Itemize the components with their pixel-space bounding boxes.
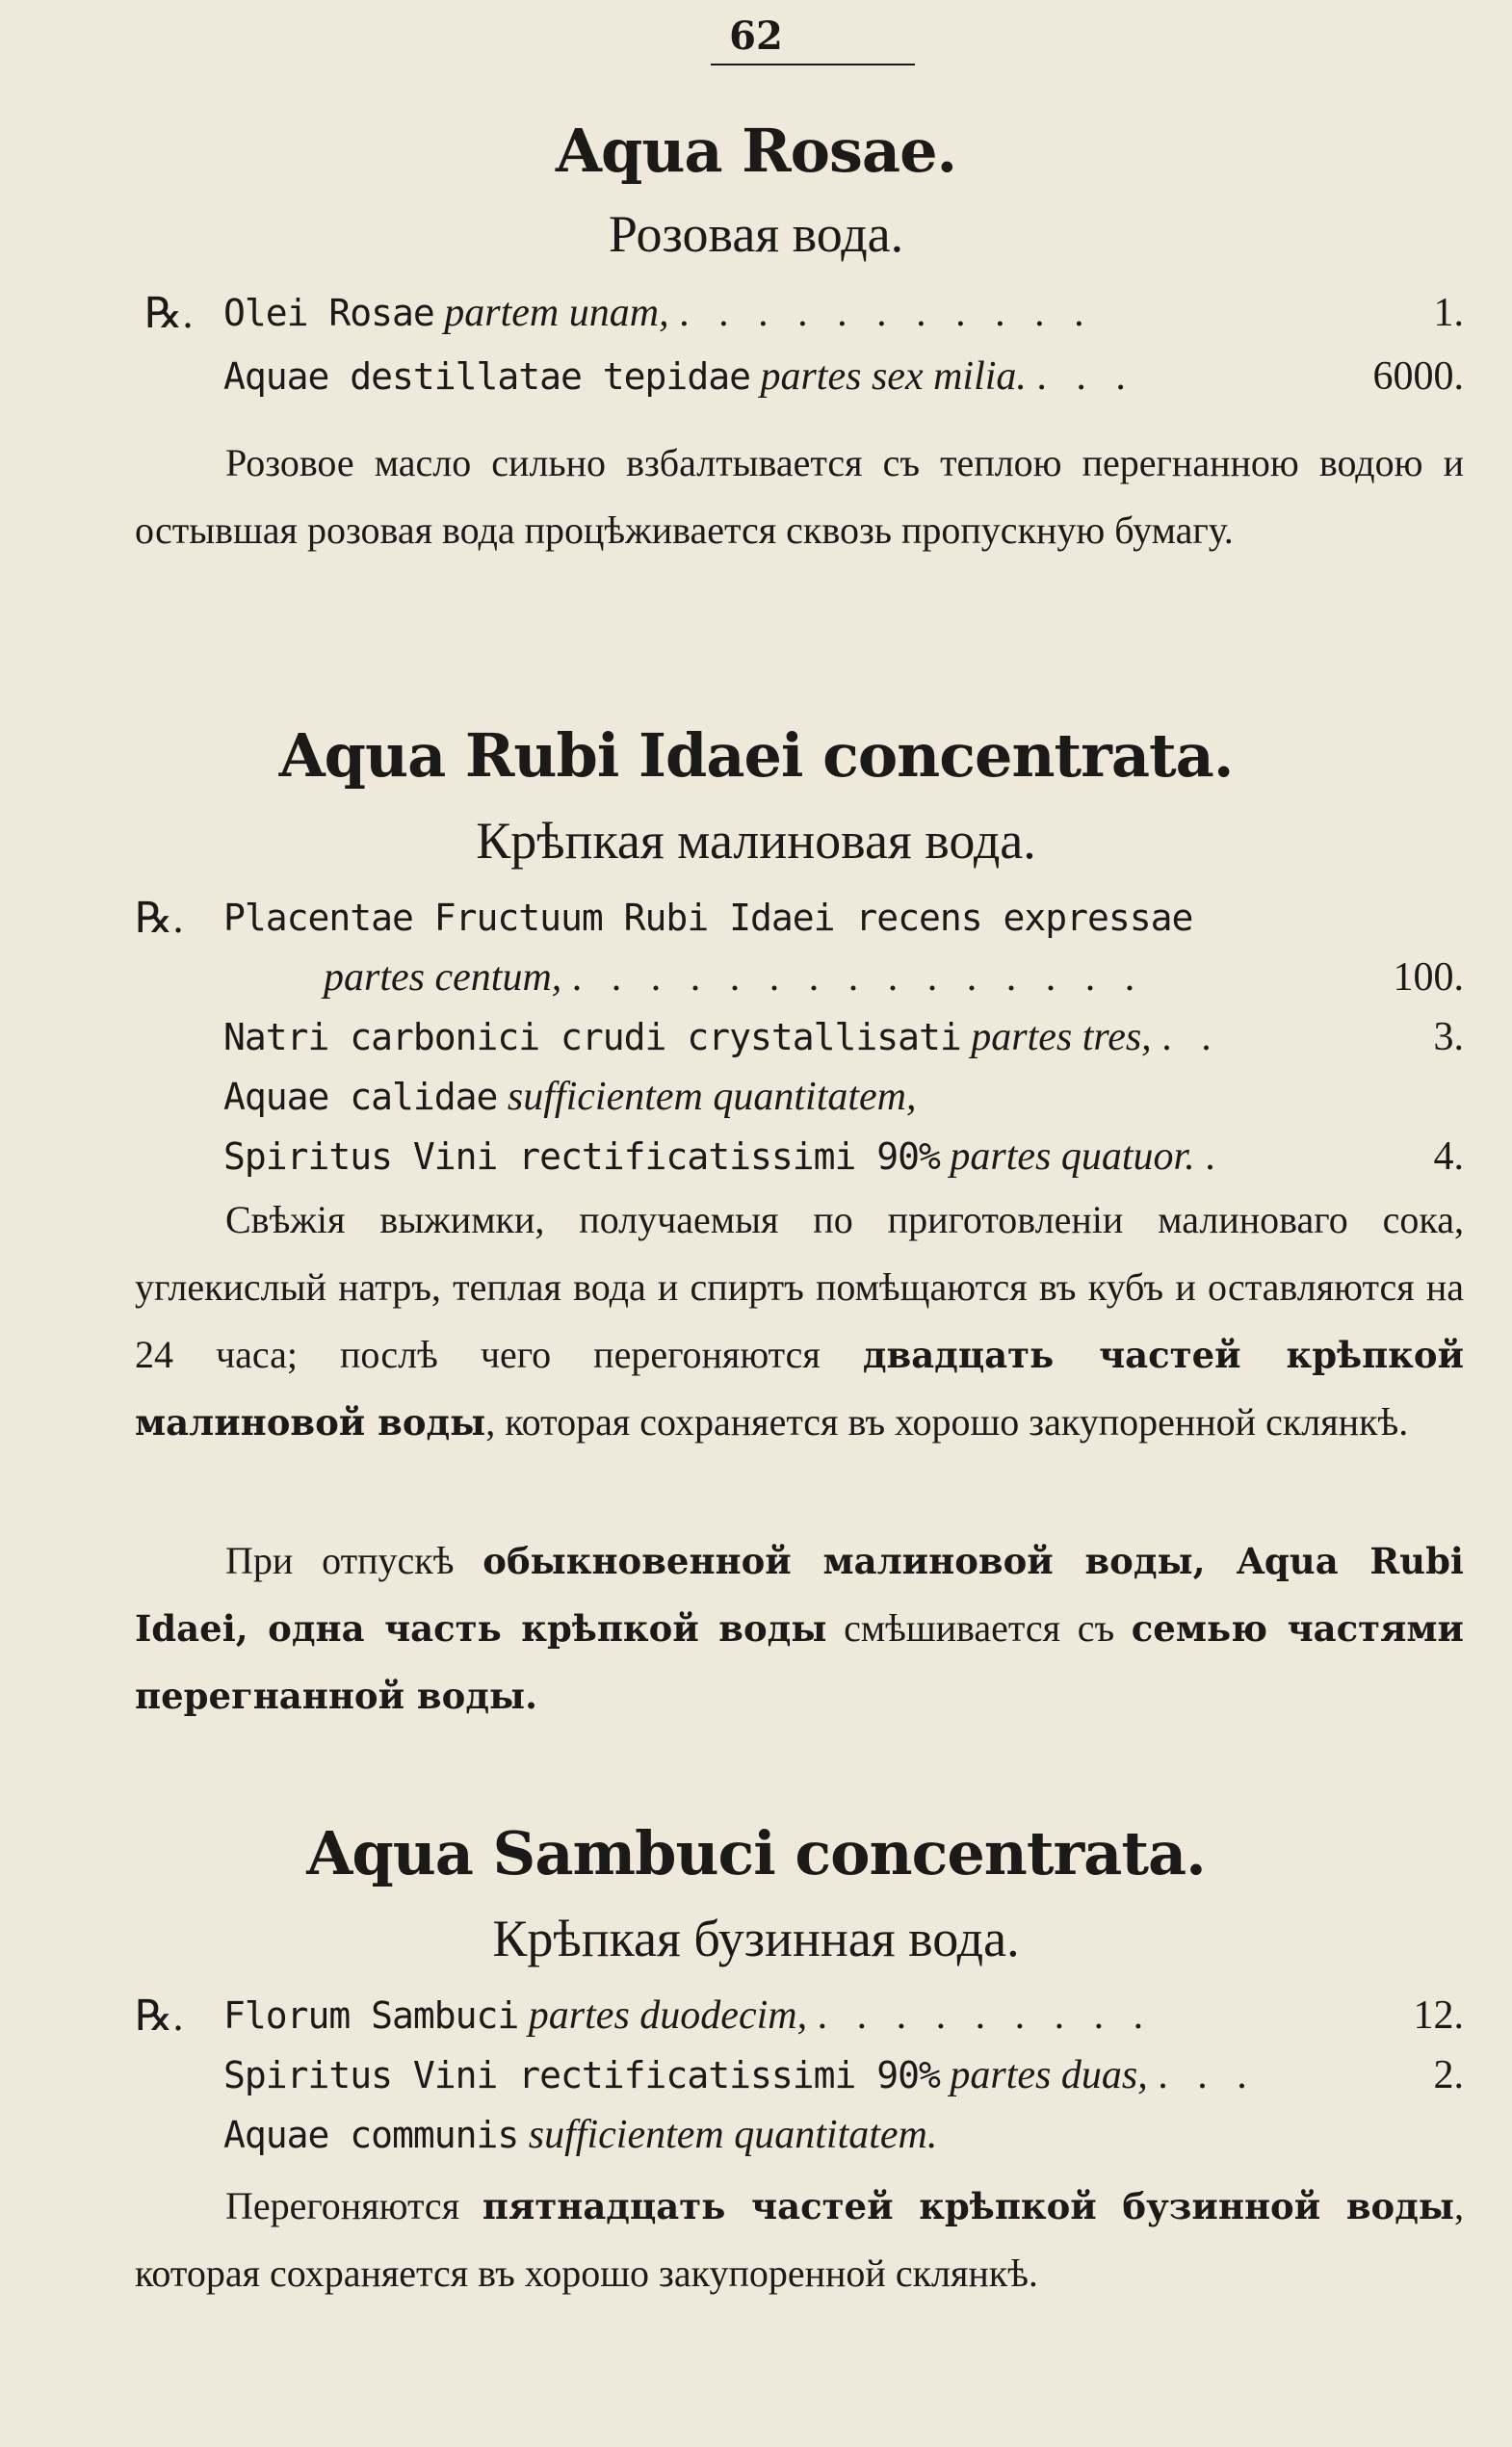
ingredient-amount: 6000. <box>1372 354 1464 399</box>
ingredient-quantity: sufficientem quantitatem. <box>528 2113 938 2157</box>
paragraph-text: смѣшивается съ <box>826 1606 1132 1650</box>
ingredient-name: Olei Rosae <box>223 292 434 334</box>
section-subtitle-wrap <box>0 809 1512 874</box>
paragraph-text: Розовое масло сильно взбалтывается съ теплою перегнанною водою и остывшая розовая вода процѣживается сквозь пропускную бумагу. <box>135 441 1464 552</box>
section-aqua-rubi-idaei <box>0 720 1512 792</box>
section-subtitle-wrap <box>0 202 1512 268</box>
leader-dots: . . . . . . . . . . . <box>679 291 1094 335</box>
ingredient-quantity: partem unam, <box>444 291 669 335</box>
ingredient-line <box>223 894 1192 942</box>
ingredient-name: Aquae calidae <box>223 1076 498 1118</box>
paragraph-text: Свѣжія выжимки, получаемыя по приготовленіи малиноваго сока, углекислый натръ, теплая вода и спиртъ помѣщаются въ кубъ и оставляются на 24 часа; послѣ чего перегоняются <box>135 1198 1464 1376</box>
ingredient-line <box>223 352 1135 401</box>
ingredient-line <box>223 2051 1257 2099</box>
ingredient-name: Aquae destillatae tepidae <box>223 355 750 398</box>
section-subtitle: Крѣпкая бузинная вода. <box>492 1910 1020 1967</box>
section-title: Aqua Rubi Idaei concentrata. <box>278 720 1234 791</box>
ingredient-name: Natri carbonici crudi crystallisati <box>223 1016 961 1058</box>
ingredient-amount: 100. <box>1393 955 1464 1000</box>
section-title: Aqua Sambuci concentrata. <box>306 1818 1206 1888</box>
section-subtitle: Крѣпкая малиновая вода. <box>476 812 1036 870</box>
paragraph-text: , которая сохраняется въ хорошо закупоренной склянкѣ. <box>135 2184 1464 2295</box>
paragraph-text: При отпускѣ <box>225 1539 483 1582</box>
ingredient-name: Spiritus Vini rectificatissimi 90% <box>223 2054 940 2096</box>
paragraph-bold-text: обыкновенной малиновой воды, Aqua Rubi Idaei, одна часть крѣпкой воды <box>135 1540 1464 1650</box>
paragraph-bold-text: двадцать частей крѣпкой малиновой воды <box>135 1334 1465 1444</box>
leader-dots: . . <box>1161 1015 1221 1059</box>
ingredient-line <box>223 1073 917 1121</box>
page-number-rule <box>711 64 915 65</box>
section-title: Aqua Rosae. <box>555 116 957 186</box>
ingredient-line <box>223 1132 1225 1181</box>
leader-dots: . . . . . . . . . <box>817 1993 1154 2038</box>
ingredient-name: Spiritus Vini rectificatissimi 90% <box>223 1135 940 1178</box>
page-number: 62 <box>729 13 783 59</box>
ingredient-quantity: partes quatuor. <box>950 1134 1195 1179</box>
paragraph <box>135 1186 1464 1456</box>
ingredient-line <box>223 2111 937 2159</box>
recipe-symbol: ℞. <box>135 895 184 942</box>
leader-dots: . . . . . . . . . . . . . . . <box>571 955 1145 1000</box>
paragraph-text: , которая сохраняется въ хорошо закупоренной склянкѣ. <box>485 1400 1409 1444</box>
recipe-symbol: ℞. <box>144 290 194 337</box>
section-subtitle: Розовая вода. <box>608 205 904 263</box>
leader-dots: . . . <box>1158 2053 1257 2097</box>
ingredient-quantity: partes centum, <box>324 955 562 1000</box>
section-subtitle-wrap <box>0 1907 1512 1972</box>
ingredient-quantity: partes duodecim, <box>528 1993 808 2038</box>
ingredient-line <box>223 289 1094 337</box>
paragraph <box>135 1527 1464 1730</box>
section-aqua-rosae <box>0 116 1512 187</box>
section-aqua-sambuci <box>0 1818 1512 1889</box>
ingredient-quantity: partes tres, <box>971 1015 1152 1059</box>
ingredient-amount: 2. <box>1433 2053 1464 2097</box>
ingredient-name: Florum Sambuci <box>223 1994 519 2037</box>
ingredient-quantity: partes duas, <box>950 2053 1148 2097</box>
paragraph <box>135 2173 1464 2307</box>
ingredient-name: Aquae communis <box>223 2114 519 2156</box>
paragraph-bold-text: пятнадцать частей крѣпкой бузинной воды <box>482 2185 1454 2227</box>
leader-dots: . <box>1205 1134 1225 1179</box>
recipe-symbol: ℞. <box>135 1992 184 2040</box>
ingredient-line <box>223 1991 1153 2040</box>
ingredient-amount: 1. <box>1433 291 1464 335</box>
ingredient-quantity: sufficientem quantitatem, <box>507 1075 917 1119</box>
leader-dots: . . . <box>1036 354 1135 399</box>
ingredient-name: Placentae Fructuum Rubi Idaei recens expressae <box>223 897 1193 939</box>
paragraph <box>135 430 1464 564</box>
ingredient-amount: 12. <box>1413 1993 1464 2038</box>
ingredient-amount: 3. <box>1433 1015 1464 1059</box>
ingredient-line <box>324 953 1144 1002</box>
ingredient-quantity: partes sex milia. <box>760 354 1027 399</box>
paragraph-bold-text: семью частями перегнанной воды. <box>135 1607 1464 1717</box>
ingredient-amount: 4. <box>1433 1134 1464 1179</box>
ingredient-line <box>223 1013 1221 1061</box>
paragraph-text: Перегоняются <box>225 2184 482 2227</box>
